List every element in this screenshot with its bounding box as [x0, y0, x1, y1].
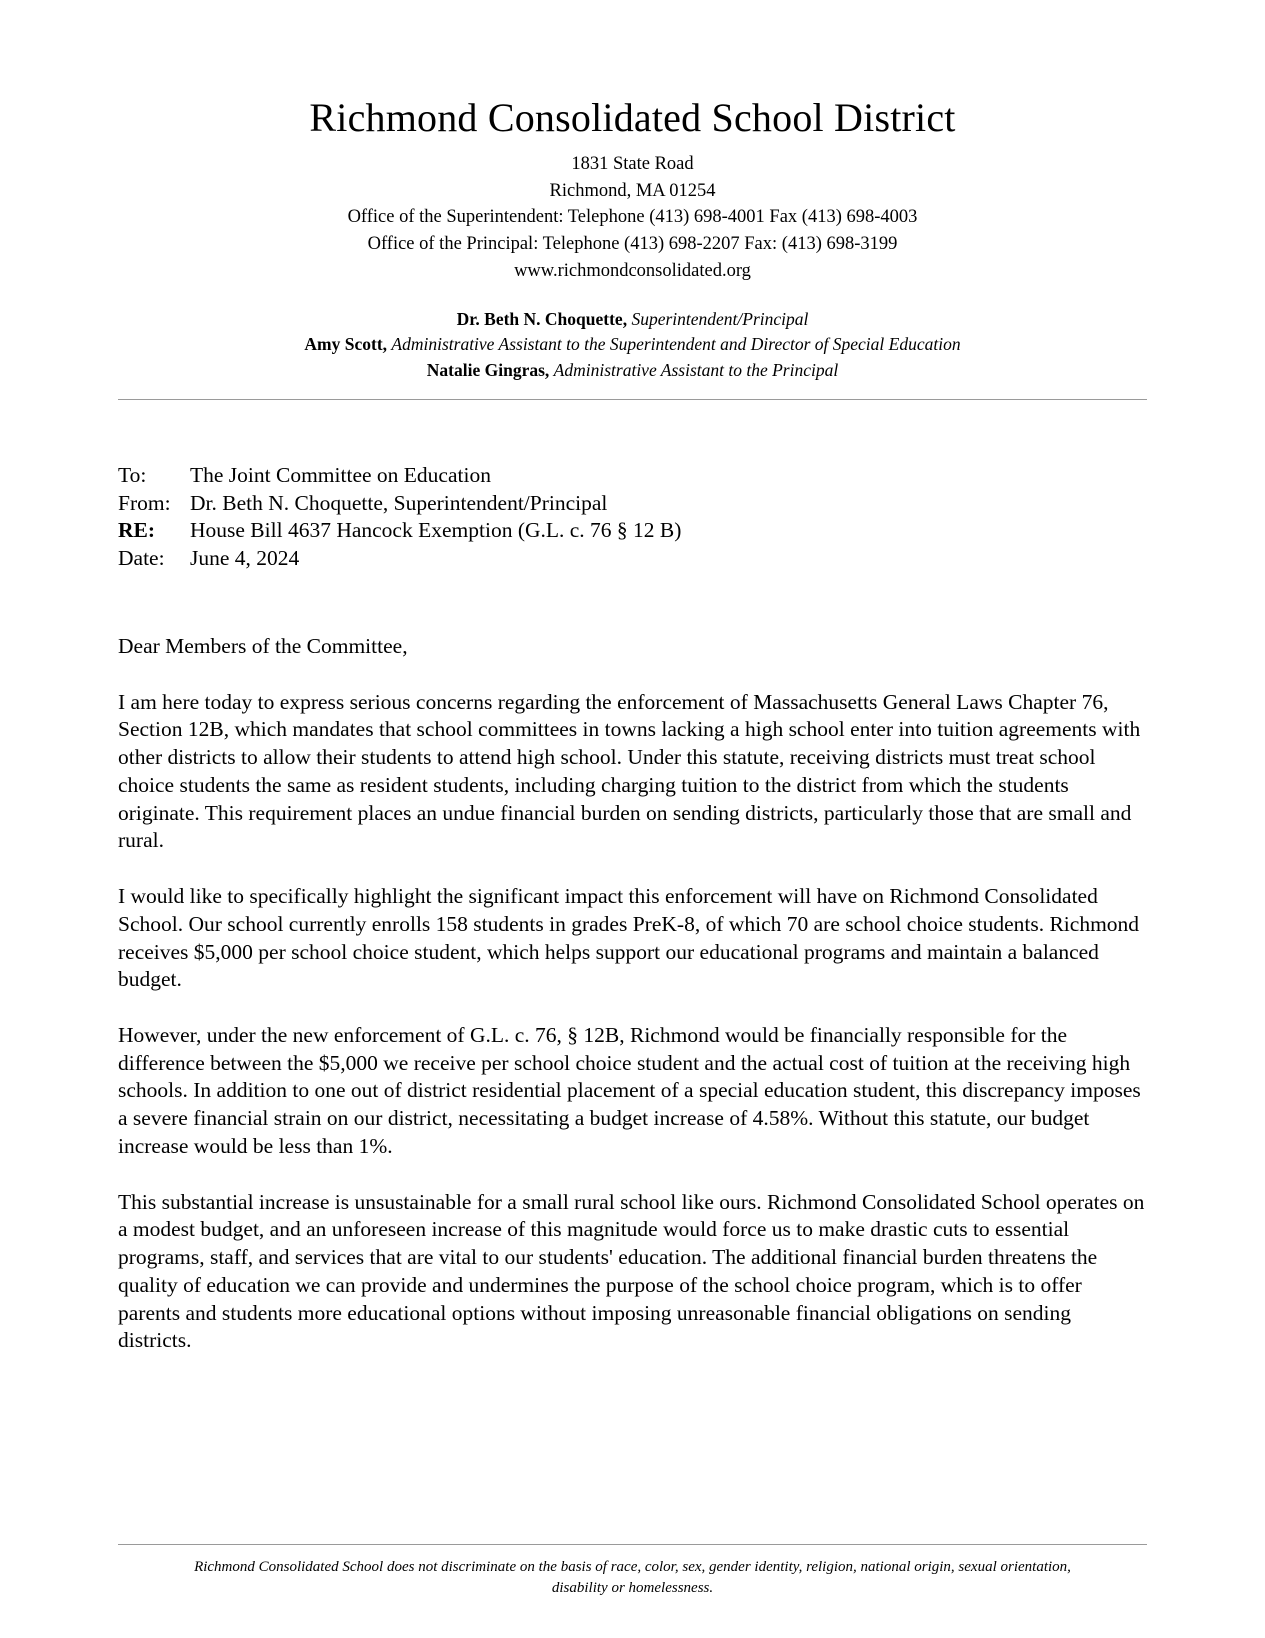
memo-value-date: June 4, 2024	[190, 546, 300, 571]
staff-title: Administrative Assistant to the Principal	[553, 359, 839, 380]
staff-entry	[0, 332, 1265, 357]
salutation: Dear Members of the Committee,	[118, 633, 408, 658]
memo-label-from: From:	[118, 490, 171, 515]
district-name: Richmond Consolidated School District	[309, 95, 956, 140]
staff-entry	[0, 307, 1265, 332]
memo-label-re: RE:	[118, 518, 156, 543]
footer-divider	[118, 1544, 1147, 1545]
staff-name: Dr. Beth N. Choquette,	[456, 308, 628, 329]
body-paragraph-2: I would like to specifically highlight the significant impact this enforcement will have on Richmond Consolidated School. Our school currently enrolls 158 students in grades PreK-8, of which 70 are school choice students. Richmond receives $5,000 per school choice student, which helps support our educational programs and maintain a balanced budget.	[118, 884, 1140, 992]
footer	[0, 1544, 1265, 1601]
memo-row-from	[118, 490, 1145, 518]
body-paragraph-4: This substantial increase is unsustainable for a small rural school like ours. Richmond Consolidated School operates on a modest budget, and an unforeseen increase of this magnitude would force us to make drastic cuts to essential programs, staff, and services that are vital to our students' education. The additional financial burden threatens the quality of education we can provide and undermines the purpose of the school choice program, which is to offer parents and students more educational options without imposing unreasonable financial obligations on sending districts.	[118, 1189, 1145, 1353]
header-divider	[118, 399, 1147, 400]
memo-header-block	[118, 462, 1145, 573]
memo-label-date: Date:	[118, 546, 165, 571]
superintendent-contact-line: Office of the Superintendent: Telephone (413) 698-4001 Fax (413) 698-4003	[347, 207, 918, 228]
memo-row-date	[118, 545, 1145, 573]
address-block	[0, 151, 1265, 285]
memo-label-to: To:	[118, 462, 147, 487]
letter-content	[0, 462, 1265, 1355]
memo-value-to: The Joint Committee on Education	[190, 462, 491, 487]
staff-entry	[0, 358, 1265, 383]
staff-block	[0, 307, 1265, 383]
nondiscrimination-disclaimer-line1: Richmond Consolidated School does not discriminate on the basis of race, color, sex, gender identity, religion, national origin, sexual orientation,	[194, 1558, 1071, 1575]
principal-contact-line: Office of the Principal: Telephone (413) 698-2207 Fax: (413) 698-3199	[367, 234, 898, 255]
memo-value-from: Dr. Beth N. Choquette, Superintendent/Principal	[190, 490, 608, 515]
staff-name: Natalie Gingras,	[426, 359, 550, 380]
address-city-state-zip: Richmond, MA 01254	[549, 180, 716, 201]
address-street: 1831 State Road	[571, 153, 694, 174]
letterhead	[0, 0, 1265, 400]
nondiscrimination-disclaimer-line2: disability or homelessness.	[551, 1580, 714, 1597]
staff-title: Administrative Assistant to the Superintendent and Director of Special Education	[391, 334, 961, 355]
website-line: www.richmondconsolidated.org	[514, 261, 751, 282]
body-paragraph-3: However, under the new enforcement of G.L. c. 76, § 12B, Richmond would be financially responsible for the difference between the $5,000 we receive per school choice student and the actual cost of tuition at the receiving high schools. In addition to one out of district residential placement of a special education student, this discrepancy imposes a severe financial strain on our district, necessitating a budget increase of 4.58%. Without this statute, our budget increase would be less than 1%.	[118, 1023, 1141, 1158]
staff-title: Superintendent/Principal	[631, 308, 809, 329]
body-paragraph-1: I am here today to express serious concerns regarding the enforcement of Massachusetts General Laws Chapter 76, Section 12B, which mandates that school committees in towns lacking a high school enter into tuition agreements with other districts to allow their students to attend high school. Under this statute, receiving districts must treat school choice students the same as resident students, including charging tuition to the district from which the students originate. This requirement places an undue financial burden on sending districts, particularly those that are small and rural.	[118, 689, 1141, 853]
memo-value-re: House Bill 4637 Hancock Exemption (G.L. c. 76 § 12 B)	[190, 518, 682, 543]
staff-name: Amy Scott,	[304, 334, 388, 355]
memo-row-to	[118, 462, 1145, 490]
memo-row-re	[118, 517, 1145, 545]
